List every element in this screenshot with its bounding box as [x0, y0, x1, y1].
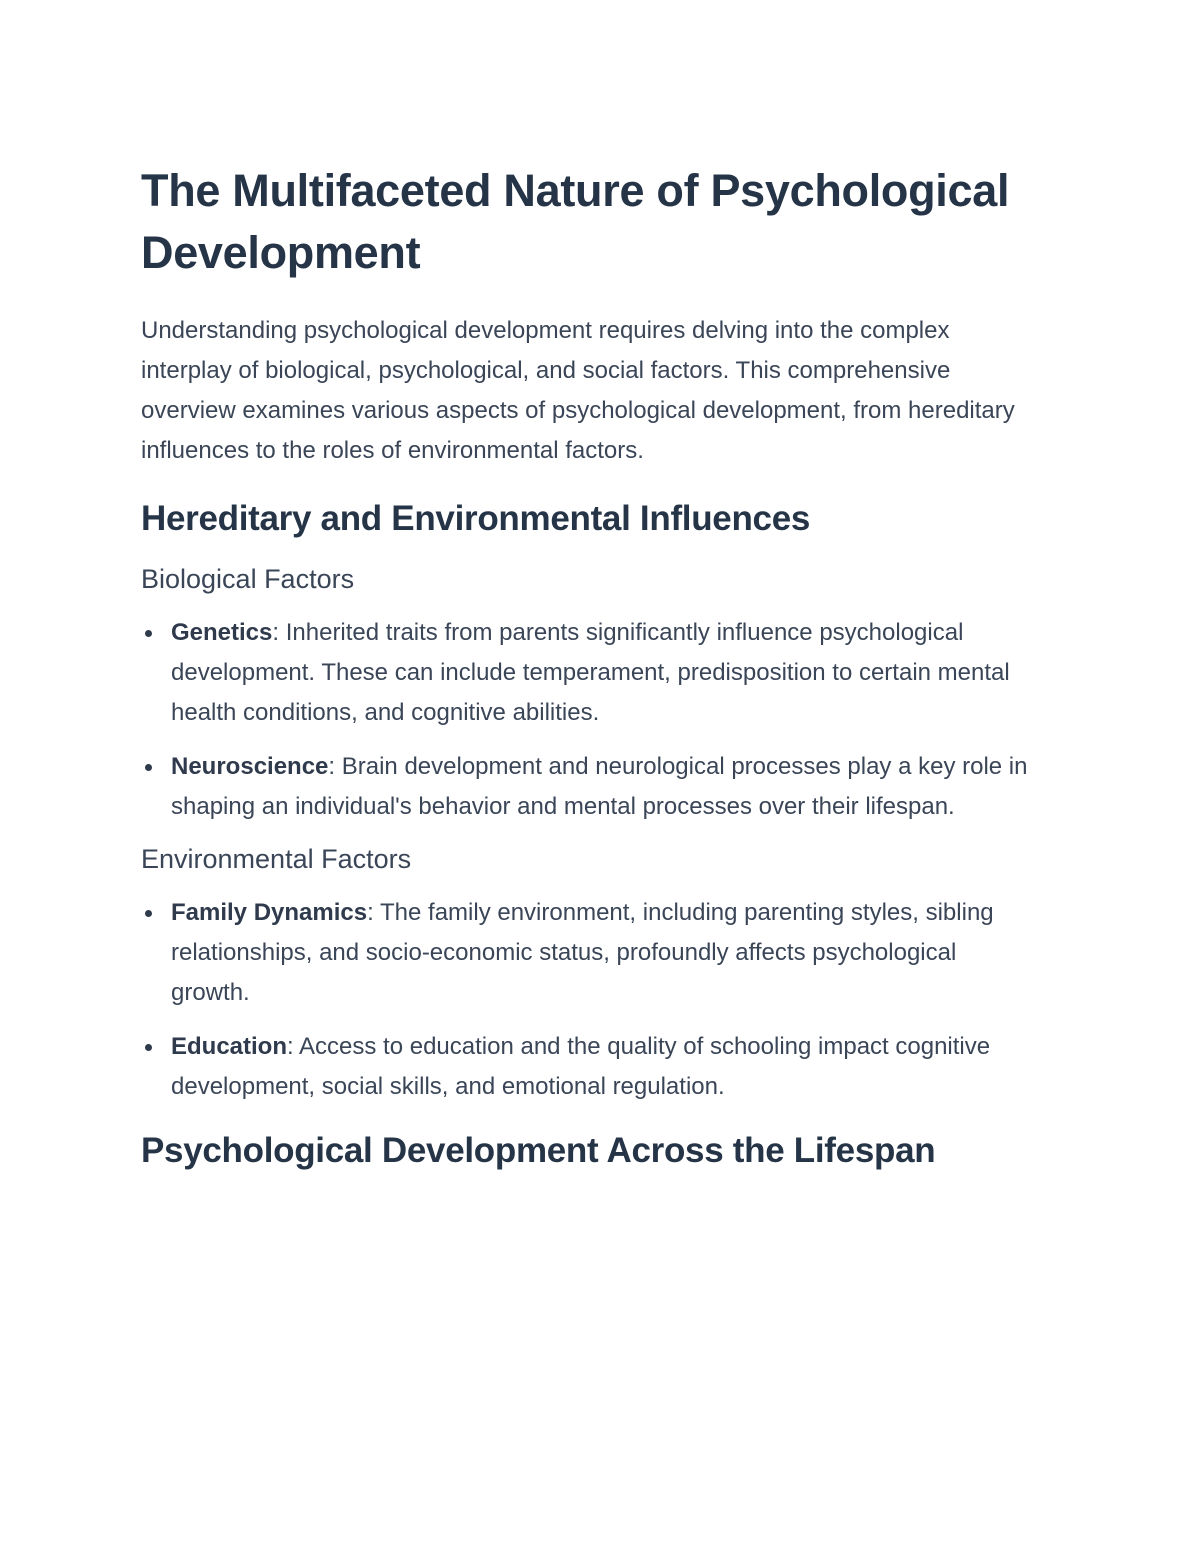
- biological-factors-list: [141, 613, 1041, 827]
- list-item-text: : Inherited traits from parents significantly influence psychological development. These can include temperament, predisposition to certain mental health conditions, and cognitive abilities.: [171, 619, 1010, 726]
- list-item: [141, 893, 1041, 1013]
- bullet-icon: [145, 630, 152, 637]
- list-item-text: : Brain development and neurological processes play a key role in shaping an individual's behavior and mental processes over their lifespan.: [171, 753, 1028, 820]
- intro-paragraph: Understanding psychological development requires delving into the complex interplay of biological, psychological, and social factors. This comprehensive overview examines various aspects of psychological development, from hereditary influences to the roles of environmental factors.: [141, 317, 1015, 464]
- bullet-icon: [145, 1044, 152, 1051]
- document-title: The Multifaceted Nature of Psychological Development: [141, 165, 1010, 278]
- list-item-text: : The family environment, including parenting styles, sibling relationships, and socio-economic status, profoundly affects psychological growth.: [171, 899, 994, 1006]
- section-heading-hereditary: Hereditary and Environmental Influences: [141, 499, 811, 538]
- section-heading-lifespan: Psychological Development Across the Lifespan: [141, 1131, 936, 1170]
- list-item-term: Neuroscience: [171, 753, 329, 780]
- bullet-icon: [145, 764, 152, 771]
- list-item: [141, 613, 1041, 733]
- bullet-icon: [145, 910, 152, 917]
- list-item-term: Education: [171, 1033, 288, 1060]
- list-item-text: : Access to education and the quality of schooling impact cognitive development, social skills, and emotional regulation.: [171, 1033, 991, 1100]
- list-item-term: Family Dynamics: [171, 899, 368, 926]
- document-page: [141, 160, 1041, 1193]
- list-item: [141, 747, 1041, 827]
- subsection-heading-environmental: Environmental Factors: [141, 844, 412, 874]
- environmental-factors-list: [141, 893, 1041, 1107]
- list-item-term: Genetics: [171, 619, 273, 646]
- list-item: [141, 1027, 1041, 1107]
- subsection-heading-biological: Biological Factors: [141, 564, 355, 594]
